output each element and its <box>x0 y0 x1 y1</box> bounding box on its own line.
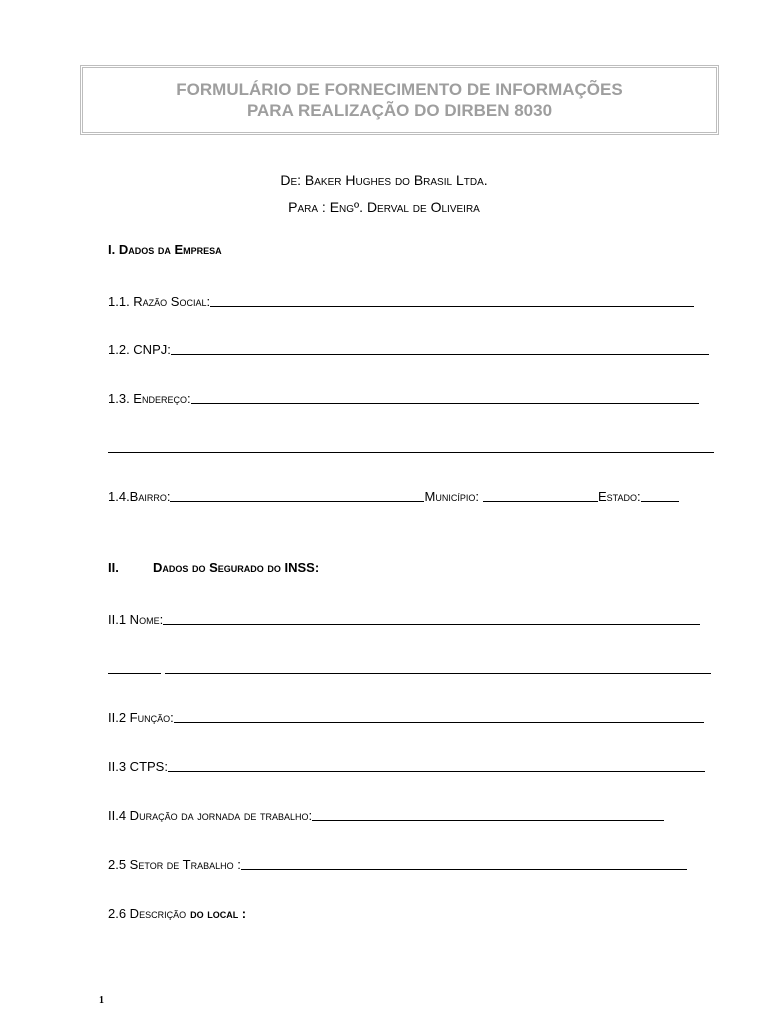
setor-input-line[interactable] <box>241 857 687 870</box>
to-line: Para : Engº. Derval de Oliveira <box>288 199 480 215</box>
jornada-field[interactable] <box>108 805 664 823</box>
funcao-field[interactable] <box>108 707 704 725</box>
ctps-input-line[interactable] <box>168 759 705 772</box>
endereco-input-line[interactable] <box>191 391 699 404</box>
setor-label: 2.5 Setor de Trabalho : <box>108 857 241 872</box>
nome-field[interactable] <box>108 609 700 627</box>
setor-field[interactable] <box>108 854 687 872</box>
funcao-input-line[interactable] <box>174 710 704 723</box>
bairro-municipio-estado-field[interactable] <box>108 486 679 504</box>
estado-label: Estado: <box>597 489 641 504</box>
endereco-continuation-line[interactable] <box>108 451 714 453</box>
nome-label: II.1 Nome: <box>108 612 164 627</box>
descricao-label-bold: do local : <box>190 906 247 921</box>
jornada-label: II.4 Duração da jornada de trabalho: <box>108 808 313 823</box>
municipio-label: Município: <box>424 489 479 504</box>
jornada-input-line[interactable] <box>312 808 664 821</box>
nome-continuation-line-short[interactable] <box>108 672 161 674</box>
ctps-label: II.3 CTPS: <box>108 759 168 774</box>
razao-social-field[interactable] <box>108 291 694 309</box>
from-line: De: Baker Hughes do Brasil Ltda. <box>280 172 488 188</box>
descricao-field <box>108 903 246 921</box>
bairro-input-line[interactable] <box>170 489 424 502</box>
funcao-label: II.2 Função: <box>108 710 174 725</box>
nome-continuation-line-long[interactable] <box>165 672 711 674</box>
form-title-line-2: PARA REALIZAÇÃO DO DIRBEN 8030 <box>246 101 553 120</box>
page-number: 1 <box>99 995 104 1006</box>
bairro-label: 1.4.Bairro: <box>108 489 171 504</box>
municipio-input-line[interactable] <box>483 489 598 502</box>
endereco-label: 1.3. Endereço: <box>108 391 191 406</box>
section-2-title: Dados do Segurado do INSS: <box>153 560 320 575</box>
razao-social-input-line[interactable] <box>210 294 694 307</box>
form-title-box <box>80 65 719 135</box>
cnpj-field[interactable] <box>108 339 709 357</box>
section-2-number: II. <box>108 560 119 575</box>
descricao-label: 2.6 Descrição <box>108 906 187 921</box>
cnpj-input-line[interactable] <box>171 342 709 355</box>
nome-input-line[interactable] <box>163 612 700 625</box>
razao-social-label: 1.1. Razão Social: <box>108 294 211 309</box>
ctps-field[interactable] <box>108 756 705 774</box>
cnpj-label: 1.2. CNPJ: <box>108 342 171 357</box>
estado-input-line[interactable] <box>641 489 679 502</box>
section-1-title: I. Dados da Empresa <box>108 242 222 257</box>
endereco-field[interactable] <box>108 388 699 406</box>
form-title-line-1: FORMULÁRIO DE FORNECIMENTO DE INFORMAÇÕES <box>176 80 623 99</box>
